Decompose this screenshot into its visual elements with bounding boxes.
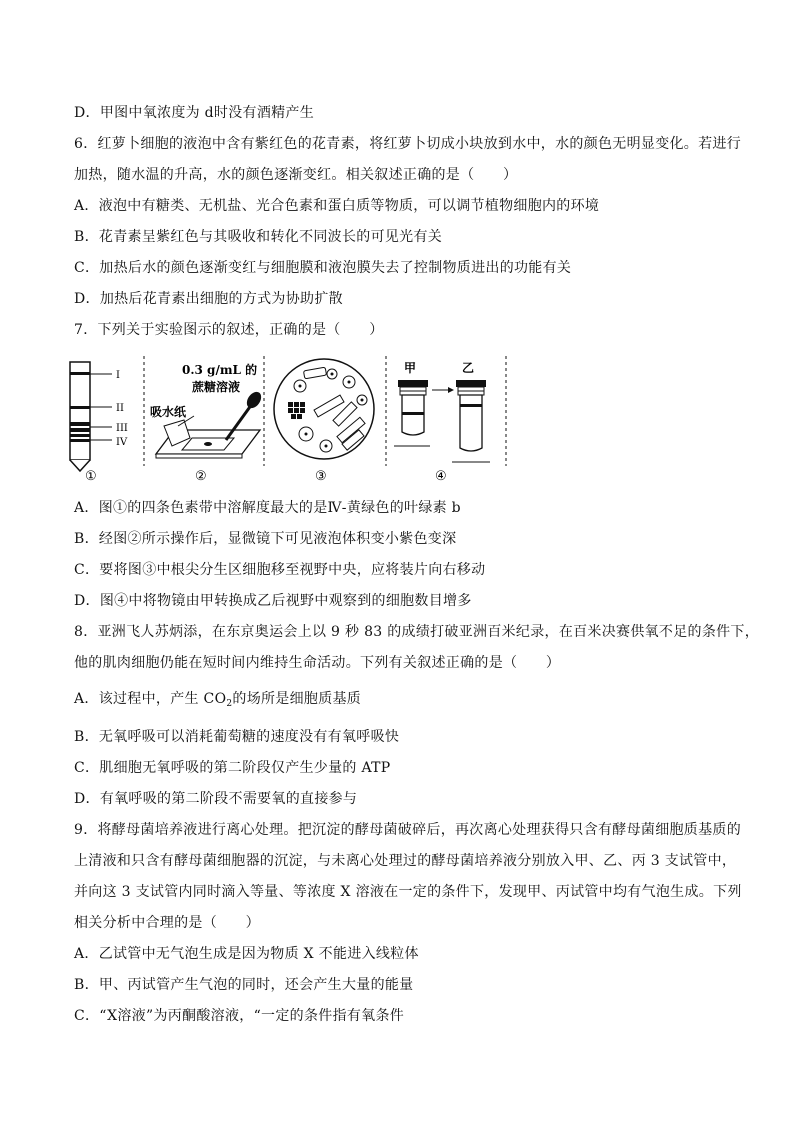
q8-stem-line2: 他的肌肉细胞仍能在短时间内维持生命活动。下列有关叙述正确的是（ ） bbox=[74, 655, 561, 671]
q8-option-a-text: 的场所是细胞质基质 bbox=[232, 691, 362, 707]
fig3-label: ③ bbox=[315, 469, 327, 484]
q6-stem-line1: 6．红萝卜细胞的液泡中含有紫红色的花青素，将红萝卜切成小块放到水中，水的颜色无明显变化。若进行 bbox=[74, 136, 742, 152]
fig3-microscope-field bbox=[274, 359, 374, 484]
q7-figure bbox=[64, 354, 514, 484]
q6-stem-line2: 加热，随水温的升高，水的颜色逐渐变红。相关叙述正确的是（ ） bbox=[74, 167, 518, 183]
q9-stem-line1: 9．将酵母菌培养液进行离心处理。把沉淀的酵母菌破碎后，再次离心处理获得只含有酵母菌细胞质基质的 bbox=[74, 822, 742, 838]
q6-option-c: C．加热后水的颜色逐渐变红与细胞膜和液泡膜失去了控制物质进出的功能有关 bbox=[74, 260, 572, 276]
fig2-paper-label: 吸水纸 bbox=[150, 405, 187, 419]
fig4-objective-lenses bbox=[394, 361, 490, 484]
fig4-label: ④ bbox=[435, 469, 447, 484]
q8-option-a-text: A．该过程中，产生 CO bbox=[74, 691, 227, 707]
q9-option-a: A．乙试管中无气泡生成是因为物质 X 不能进入线粒体 bbox=[74, 946, 419, 962]
fig1-band-label: I bbox=[116, 370, 120, 381]
q8-stem-line1: 8．亚洲飞人苏炳添，在东京奥运会上以 9 秒 83 的成绩打破亚洲百米纪录，在百米决赛供氧不足的条件下， bbox=[74, 624, 760, 640]
q8-option-c: C．肌细胞无氧呼吸的第二阶段仅产生少量的 ATP bbox=[74, 760, 391, 776]
fig2-solution-label: 0.3 g/mL 的 bbox=[182, 363, 258, 377]
fig2-solution-label: 蔗糖溶液 bbox=[192, 380, 241, 394]
q9-stem-line4: 相关分析中合理的是（ ） bbox=[74, 915, 260, 931]
q9-option-b: B．甲、丙试管产生气泡的同时，还会产生大量的能量 bbox=[74, 977, 414, 993]
fig4-right-label: 乙 bbox=[462, 361, 475, 375]
q8-option-a-subscript: 2 bbox=[226, 699, 233, 709]
q8-option-d: D．有氧呼吸的第二阶段不需要氧的直接参与 bbox=[74, 791, 358, 807]
q7-option-d: D．图④中将物镜由甲转换成乙后视野中观察到的细胞数目增多 bbox=[74, 593, 472, 609]
fig1-label: ① bbox=[85, 469, 97, 484]
q5-option-d: D．甲图中氧浓度为 d时没有酒精产生 bbox=[74, 105, 315, 121]
q7-stem: 7．下列关于实验图示的叙述，正确的是（ ） bbox=[74, 322, 384, 338]
q8-option-b: B．无氧呼吸可以消耗葡萄糖的速度没有有氧呼吸快 bbox=[74, 729, 400, 745]
fig2-label: ② bbox=[195, 469, 207, 484]
fig1-band-label: III bbox=[116, 423, 128, 434]
q6-option-d: D．加热后花青素出细胞的方式为协助扩散 bbox=[74, 291, 343, 307]
q8-option-a bbox=[74, 690, 361, 713]
fig1-band-label: IV bbox=[116, 437, 128, 448]
q6-option-b: B．花青素呈紫红色与其吸收和转化不同波长的可见光有关 bbox=[74, 229, 443, 245]
q6-option-a: A．液泡中有糖类、无机盐、光合色素和蛋白质等物质，可以调节植物细胞内的环境 bbox=[74, 198, 600, 214]
q7-option-a: A．图①的四条色素带中溶解度最大的是Ⅳ-黄绿色的叶绿素 b bbox=[74, 500, 461, 516]
fig1-chromatography-strip bbox=[70, 362, 128, 484]
q7-option-c: C．要将图③中根尖分生区细胞移至视野中央，应将装片向右移动 bbox=[74, 562, 486, 578]
q9-option-c: C．“X溶液”为丙酮酸溶液，“一定的条件指有氧条件 bbox=[74, 1008, 405, 1024]
q9-stem-line3: 并向这 3 支试管内同时滴入等量、等浓度 X 溶液在一定的条件下，发现甲、丙试管中均有气泡生成。下列 bbox=[74, 884, 742, 900]
fig2-slide-setup bbox=[150, 362, 264, 484]
fig1-band-label: II bbox=[116, 403, 124, 414]
q9-stem-line2: 上清液和只含有酵母菌细胞器的沉淀，与未离心处理过的酵母菌培养液分别放入甲、乙、丙 3 支试管中， bbox=[74, 853, 737, 869]
q7-option-b: B．经图②所示操作后，显微镜下可见液泡体积变小紫色变深 bbox=[74, 531, 457, 547]
fig4-left-label: 甲 bbox=[404, 361, 417, 375]
